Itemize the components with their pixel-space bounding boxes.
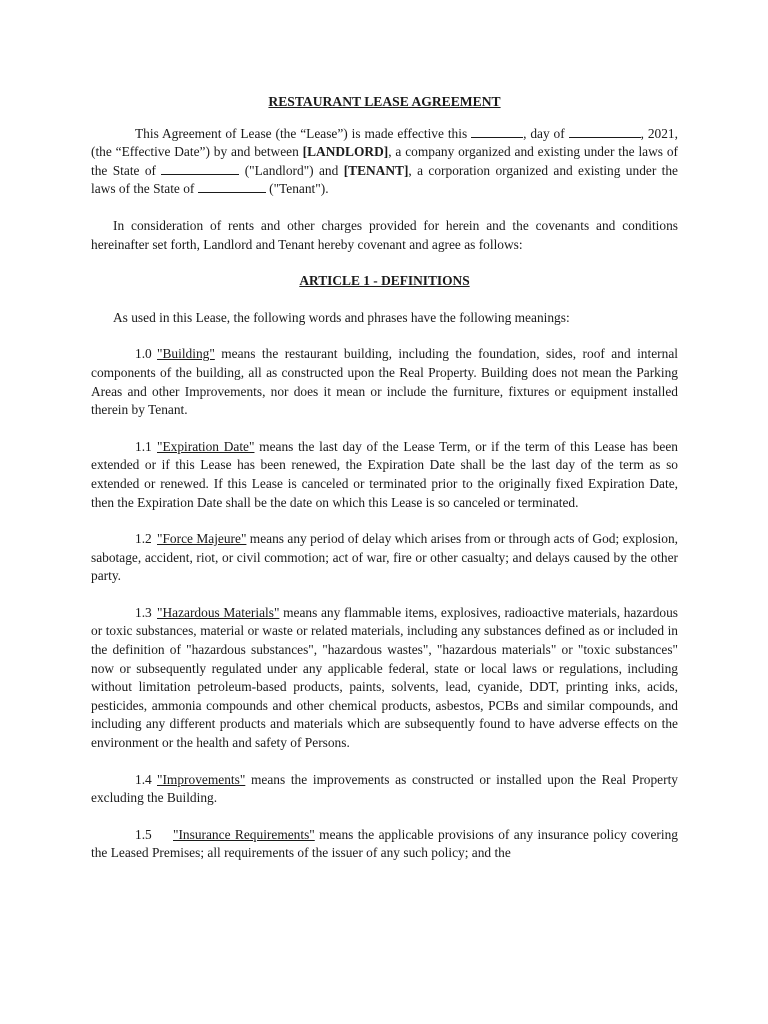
- definition-term: "Building": [157, 346, 215, 362]
- effective-day-blank: [471, 125, 523, 138]
- landlord-placeholder: [LANDLORD]: [302, 144, 389, 160]
- landlord-state-blank: [161, 162, 239, 175]
- definition-term: "Improvements": [157, 771, 246, 787]
- definition-1-2: 1.2 "Force Majeure" means any period of delay which arises from or through acts of God; explosion, sabotage, accident, riot, or civil commotion; act of war, fire or other casualty; and delays caused by the other party.: [91, 531, 678, 584]
- definition-term: "Expiration Date": [157, 438, 255, 454]
- definition-1-4: 1.4 "Improvements" means the improvements as constructed or installed upon the Real Property excluding the Building.: [91, 771, 678, 806]
- definition-term: "Force Majeure": [157, 531, 247, 547]
- tenant-state-blank: [198, 180, 266, 193]
- article-heading: ARTICLE 1 - DEFINITIONS: [299, 273, 470, 289]
- document-title: RESTAURANT LEASE AGREEMENT: [268, 94, 501, 109]
- definition-1-5: 1.5 "Insurance Requirements" means the applicable provisions of any insurance policy covering the Leased Premises; all requirements of the issuer of any such policy; and the: [91, 826, 678, 861]
- definition-1-0: 1.0 "Building" means the restaurant building, including the foundation, sides, roof and internal components of the building, all as constructed upon the Real Property. Building does not mean the Parking Areas and other Improvements, nor does it mean or include the furniture, fixtures or equipment installed therein by Tenant.: [91, 346, 678, 418]
- intro-paragraph: This Agreement of Lease (the “Lease”) is made effective this , day of , 2021, (the “Effective Date”) by and between [LANDLORD], a company organized and existing under the laws of the State of ("Landlord") and [TENANT], a corporation organized and existing under the laws of the State of ("Tenant").: [91, 125, 678, 197]
- definition-1-3: 1.3 "Hazardous Materials" means any flammable items, explosives, radioactive materials, hazardous or toxic substances, material or waste or related materials, including any substances defined as or included in the definition of "hazardous substances", "hazardous wastes", "hazardous materials" or "toxic substances" now or subsequently regulated under any applicable federal, state or local laws or regulations, including without limitation petroleum-based products, paints, solvents, lead, cyanide, DDT, printing inks, acids, pesticides, ammonia compounds and other chemical products, asbestos, PCBs and similar compounds, and including any different products and materials which are subsequently found to have adverse effects on the environment or the health and safety of Persons.: [91, 604, 678, 751]
- definition-term: "Insurance Requirements": [173, 826, 315, 842]
- tenant-placeholder: [TENANT]: [343, 162, 409, 178]
- definition-1-1: 1.1 "Expiration Date" means the last day of the Lease Term, or if the term of this Lease has been extended or if this Lease has been renewed, the Expiration Date shall be the last day of the term as so extended or renewed. If this Lease is canceled or terminated prior to the originally fixed Expiration Date, then the Expiration Date shall be the date on which this Lease is so canceled or terminated.: [91, 438, 678, 510]
- definition-term: "Hazardous Materials": [157, 604, 280, 620]
- consideration-paragraph: In consideration of rents and other charges provided for herein and the covenants and conditions hereinafter set forth, Landlord and Tenant hereby covenant and agree as follows:: [91, 217, 678, 252]
- definitions-intro: As used in this Lease, the following words and phrases have the following meanings:: [113, 309, 570, 325]
- effective-month-blank: [569, 125, 641, 138]
